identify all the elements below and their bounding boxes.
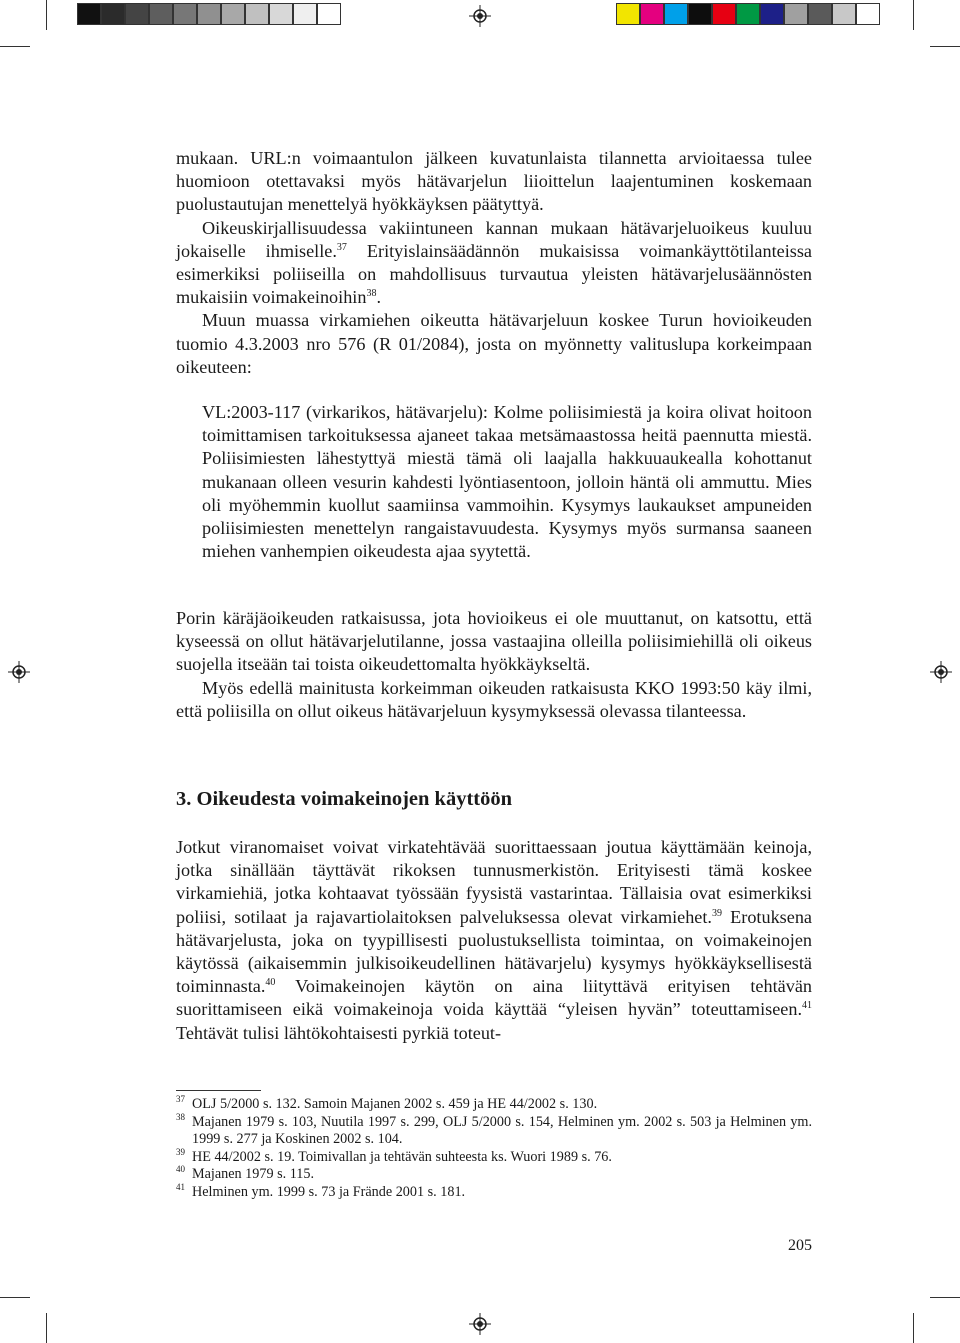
section-body bbox=[176, 836, 812, 1045]
gray-swatch bbox=[77, 3, 101, 25]
crop-mark-bottom-left-h bbox=[0, 1297, 30, 1298]
page-number: 205 bbox=[788, 1237, 812, 1254]
registration-mark-right-icon bbox=[930, 661, 952, 683]
gray-swatch bbox=[173, 3, 197, 25]
footnote-number: 37 bbox=[176, 1094, 185, 1104]
color-swatch bbox=[712, 3, 736, 25]
text-run: Erityislainsäädännön mukaisissa voimankäyttötilanteissa esimerkiksi poliiseilla on mahdollisuus turvautua yleisten hätävarjelusäännösten mukaisiin voimakeinoihin bbox=[176, 240, 812, 308]
crop-mark-top-right bbox=[913, 0, 914, 30]
footnote-number: 41 bbox=[176, 1181, 185, 1192]
paragraph-self-defence-right bbox=[176, 217, 812, 310]
footnote-number: 38 bbox=[176, 1111, 185, 1122]
color-swatch bbox=[856, 3, 880, 25]
color-swatch bbox=[832, 3, 856, 25]
middle-paragraphs bbox=[176, 607, 812, 723]
gray-swatch bbox=[293, 3, 317, 25]
footnote bbox=[176, 1111, 812, 1149]
paragraph-continuation: mukaan. URL:n voimaantulon jälkeen kuvatunlaista tilannetta arvioitaessa tulee huomioon otettavaksi myös hätävarjelun liioittelun laajentuminen koskemaan puolustautujan menettelyä hyökkäyksen päätyttyä. bbox=[176, 148, 812, 215]
text-run: Jotkut viranomaiset voivat virkatehtävää suorittaessaan joutua käyttämään keinoja, jotka sinällään täyttävät rikoksen tunnusmerkistön. Erityisesti tämä koskee virkamiehiä, jotka kohtaavat työssään fyysistä vastarintaa. Tällaisia ovat esimerkiksi poliisi, sotilaat ja rajavartiolaitoksen palveluksessa olevat virkamiehet. bbox=[176, 837, 812, 927]
footnote-divider bbox=[176, 1090, 261, 1091]
footnote-ref-40: 40 bbox=[265, 977, 276, 989]
opening-paragraphs bbox=[176, 147, 812, 379]
footnote-ref-37: 37 bbox=[336, 241, 347, 253]
color-swatch bbox=[760, 3, 784, 25]
footnote-text: HE 44/2002 s. 19. Toimivallan ja tehtävän suhteesta ks. Wuori 1989 s. 76. bbox=[192, 1148, 612, 1165]
registration-mark-top-icon bbox=[469, 5, 491, 27]
footnote-number: 39 bbox=[176, 1146, 185, 1157]
color-calibration-strip bbox=[616, 3, 880, 25]
text-run: Oikeuskirjallisuudessa vakiintuneen kannan mukaan hätävarjeluoikeus kuuluu jokaiselle ihmiselle. bbox=[176, 217, 812, 261]
footnote-text: Majanen 1979 s. 115. bbox=[192, 1166, 315, 1183]
footnote bbox=[176, 1181, 812, 1202]
footnote-text: Majanen 1979 s. 103, Nuutila 1997 s. 299, OLJ 5/2000 s. 154, Helminen ym. 2002 s. 503 ja Helminen ym. 1999 s. 277 ja Koskinen 2002 s. 104. bbox=[192, 1113, 812, 1148]
gray-swatch bbox=[101, 3, 125, 25]
footnote bbox=[176, 1146, 812, 1167]
color-swatch bbox=[640, 3, 664, 25]
footnote-ref-38: 38 bbox=[366, 288, 377, 300]
gray-swatch bbox=[269, 3, 293, 25]
text-run: . bbox=[376, 287, 381, 308]
text-run: Erotuksena hätävarjelusta, joka on tyypillisesti puolustuksellista toimintaa, on voimakeinojen käytössä (aikaisemmin julkisoikeudellinen hätävarjelu) kysymys hyökkäyksellisestä toiminnasta. bbox=[176, 906, 812, 997]
footnote-text: Helminen ym. 1999 s. 73 ja Frände 2001 s. 181. bbox=[192, 1183, 466, 1200]
gray-swatch bbox=[149, 3, 173, 25]
paragraph-supreme-court: Myös edellä mainitusta korkeimman oikeuden ratkaisusta KKO 1993:50 käy ilmi, että poliisilla on ollut oikeus hätävarjeluun kysymyksessä olevassa tilanteessa. bbox=[176, 677, 812, 721]
crop-mark-top-right-h bbox=[930, 46, 960, 47]
text-run: Tehtävät tulisi lähtökohtaisesti pyrkiä toteut- bbox=[176, 1022, 502, 1043]
footnotes bbox=[176, 1096, 812, 1202]
footnote-number: 40 bbox=[176, 1164, 185, 1175]
gray-swatch bbox=[245, 3, 269, 25]
color-swatch bbox=[784, 3, 808, 25]
color-swatch bbox=[688, 3, 712, 25]
crop-mark-top-left-h bbox=[0, 46, 30, 47]
paragraph-court-ruling: Muun muassa virkamiehen oikeutta hätävarjeluun koskee Turun hovioikeuden tuomio 4.3.2003 nro 576 (R 01/2084), josta on myönnetty valituslupa korkeimpaan oikeuteen: bbox=[176, 310, 812, 377]
gray-swatch bbox=[197, 3, 221, 25]
crop-mark-bottom-left bbox=[46, 1313, 47, 1343]
gray-swatch bbox=[221, 3, 245, 25]
footnote-text: OLJ 5/2000 s. 132. Samoin Majanen 2002 s. 459 ja HE 44/2002 s. 130. bbox=[192, 1096, 598, 1112]
registration-mark-left-icon bbox=[8, 661, 30, 683]
gray-swatch bbox=[125, 3, 149, 25]
color-swatch bbox=[736, 3, 760, 25]
text-run: Voimakeinojen käytön on aina liityttävä erityisen tehtävän suorittamiseen eikä voimakeinoja voida käyttää “yleisen hyvän” toteuttamiseen. bbox=[176, 976, 812, 1020]
color-swatch bbox=[808, 3, 832, 25]
footnote-ref-39: 39 bbox=[711, 907, 722, 919]
gray-swatch bbox=[317, 3, 341, 25]
footnote-ref-41: 41 bbox=[802, 1000, 812, 1012]
section-heading: 3. Oikeudesta voimakeinojen käyttöön bbox=[176, 788, 512, 810]
paragraph-district-court: Porin käräjäoikeuden ratkaisussa, jota hovioikeus ei ole muuttanut, on katsottu, että kyseessä on ollut hätävarjelutilanne, jossa vastaajina olleilla poliisimiehillä oli oikeus suojella itseään tai toista oikeudettomalta hyökkäykseltä. bbox=[176, 608, 812, 675]
color-swatch bbox=[616, 3, 640, 25]
registration-mark-bottom-icon bbox=[469, 1313, 491, 1335]
footnote bbox=[176, 1166, 812, 1184]
crop-mark-bottom-right bbox=[913, 1313, 914, 1343]
paragraph-use-of-force bbox=[176, 836, 812, 1045]
footnote bbox=[176, 1096, 812, 1114]
color-swatch bbox=[664, 3, 688, 25]
grayscale-calibration-strip bbox=[77, 3, 341, 25]
crop-mark-top-left bbox=[46, 0, 47, 30]
crop-mark-bottom-right-h bbox=[930, 1297, 960, 1298]
case-quote bbox=[176, 401, 812, 563]
quote-text: VL:2003-117 (virkarikos, hätävarjelu): Kolme poliisimiestä ja koira olivat hoitoon toimittamisen tarkoituksessa ajaneet takaa metsämaastossa heitä paennutta miestä. Poliisimiesten lähestyttyä miestä tämä oli laajalla hakkuuaukealla kohottanut mukanaan olleen vesurin kahdesti lyöntiasentoon, jolloin häntä oli ammuttu. Mies oli myöhemmin kuollut saamiinsa vammoihin. Kysymys laukaukset ampuneiden poliisimiesten menettelyn rangaistavuudesta. Kysymys myös surmansa saaneen miehen vanhempien oikeudesta ajaa syytettä. bbox=[202, 402, 812, 562]
